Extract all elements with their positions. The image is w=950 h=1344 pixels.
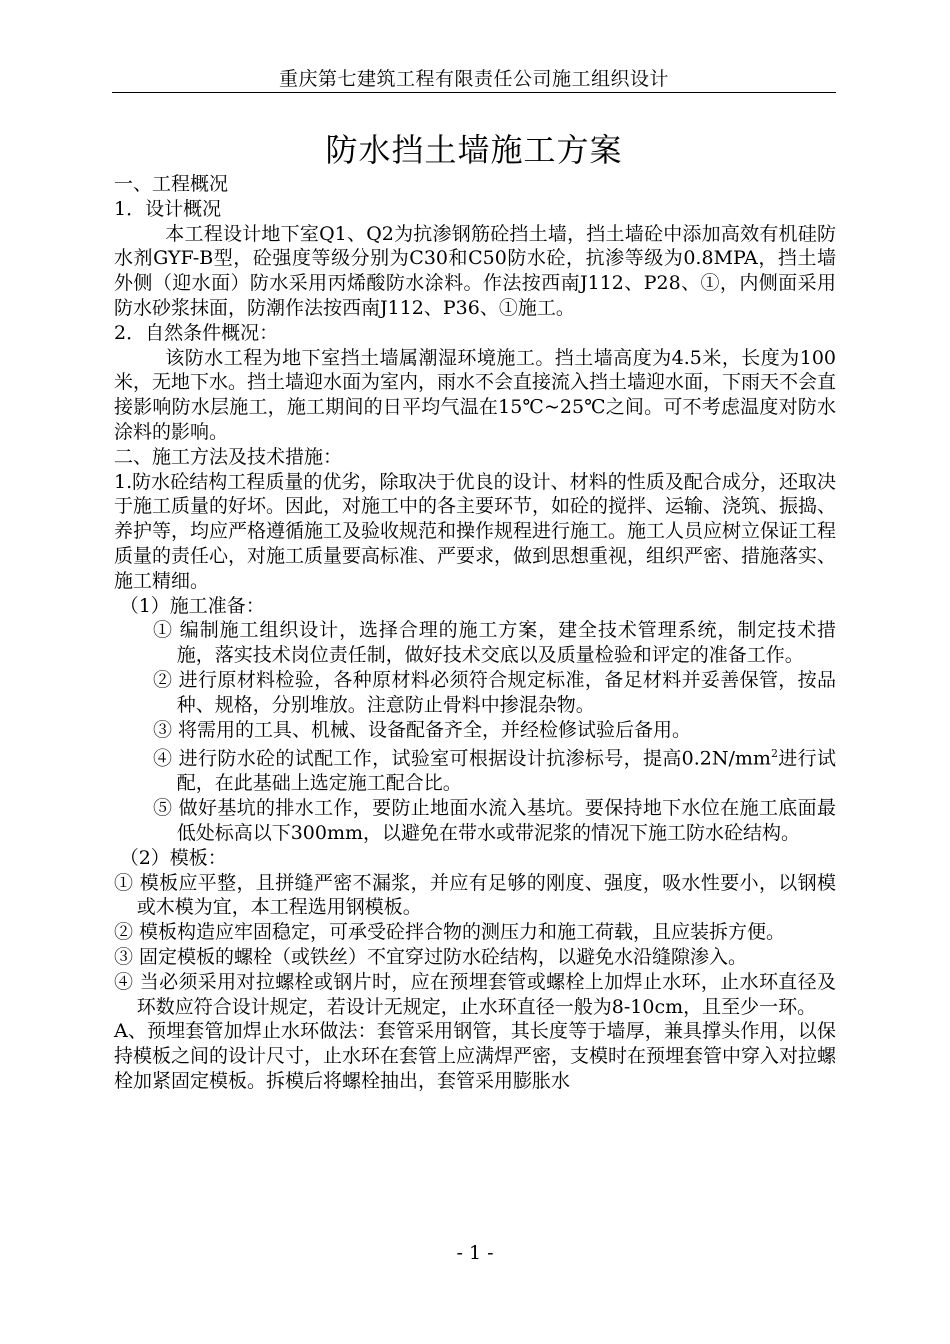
list-item-text-tail: 进行试配，在此基础上选定施工配合比。 bbox=[176, 747, 836, 795]
list-item-text: ④ 进行防水砼的试配工作，试验室可根据设计抗渗标号，提高0.2N/mm bbox=[152, 747, 771, 770]
list-item: ⑤ 做好基坑的排水工作，要防止地面水流入基坑。要保持地下水位在施工底面最低处标高以下300mm，以避免在带水或带泥浆的情况下施工防水砼结构。 bbox=[152, 797, 836, 845]
section-heading-methods: 二、施工方法及技术措施： bbox=[114, 445, 343, 468]
paragraph-sleeve-method: A、预埋套管加焊止水环做法：套管采用钢管，其长度等于墙厚，兼具撑头作用，以保持模板之间的设计尺寸，止水环在套管上应满焊严密，支模时在预埋套管中穿入对拉螺栓加紧固定模板。拆模后将螺栓抽出，套管采用膨胀水 bbox=[114, 1020, 837, 1093]
document-body bbox=[114, 172, 836, 1094]
list-item: ① 模板应平整，且拼缝严密不漏浆，并应有足够的刚度、强度，吸水性要小，以钢模或木模为宜，本工程选用钢模板。 bbox=[114, 871, 836, 919]
list-item: ① 编制施工组织设计，选择合理的施工方案，建全技术管理系统，制定技术措施，落实技术岗位责任制，做好技术交底以及质量检验和评定的准备工作。 bbox=[152, 619, 836, 667]
subsection-heading-design: 1．设计概况 bbox=[114, 197, 222, 220]
header-divider bbox=[112, 92, 836, 93]
section-heading-overview: 一、工程概况 bbox=[114, 173, 229, 195]
page-number: - 1 - bbox=[456, 1242, 494, 1264]
page-header: 重庆第七建筑工程有限责任公司施工组织设计 bbox=[278, 68, 669, 90]
list-item: ③ 固定模板的螺栓（或铁丝）不宜穿过防水砼结构，以避免水沿缝隙渗入。 bbox=[114, 946, 748, 969]
paragraph-natural-conditions: 该防水工程为地下室挡土墙属潮湿环境施工。挡土墙高度为4.5米，长度为100米，无地下水。挡土墙迎水面为室内，雨水不会直接流入挡土墙迎水面，下雨天不会直接影响防水层施工，施工期间的日平均气温在15℃~25℃之间。可不考虑温度对防水涂料的影响。 bbox=[114, 346, 837, 443]
list-item bbox=[114, 742, 836, 796]
list-item: ③ 将需用的工具、机械、设备配备齐全，并经检修试验后备用。 bbox=[152, 718, 691, 741]
superscript: 2 bbox=[770, 747, 778, 761]
document-title: 防水挡土墙施工方案 bbox=[325, 131, 623, 169]
subsection-heading-formwork: （2）模板： bbox=[119, 846, 227, 869]
subsection-heading-natural-conditions: 2．自然条件概况： bbox=[114, 321, 279, 344]
paragraph-design-overview: 本工程设计地下室Q1、Q2为抗渗钢筋砼挡土墙，挡土墙砼中添加高效有机硅防水剂GYF-B型，砼强度等级分别为C30和C50防水砼，抗渗等级为0.8MPA，挡土墙外侧（迎水面）防水采用丙烯酸防水涂料。作法按西南J112、P28、①，内侧面采用防水砂浆抹面，防潮作法按西南J112、P36、①施工。 bbox=[114, 222, 836, 319]
list-item: ② 模板构造应牢固稳定，可承受砼拌合物的测压力和施工荷载，且应装拆方便。 bbox=[114, 921, 786, 944]
paragraph-quality-intro: 1.防水砼结构工程质量的优劣，除取决于优良的设计、材料的性质及配合成分，还取决于施工质量的好坏。因此，对施工中的各主要环节，如砼的搅拌、运输、浇筑、振捣、养护等，均应严格遵循施工及验收规范和操作规程进行施工。施工人员应树立保证工程质量的责任心，对施工质量要高标准、严要求，做到思想重视，组织严密、措施落实、施工精细。 bbox=[114, 470, 837, 592]
list-item: ② 进行原材料检验，各种原材料必须符合规定标准，备足材料并妥善保管，按品种、规格，分别堆放。注意防止骨料中掺混杂物。 bbox=[152, 668, 836, 716]
subsection-heading-preparation: （1）施工准备： bbox=[119, 594, 265, 617]
list-item: ④ 当必须采用对拉螺栓或钢片时，应在预埋套管或螺栓上加焊止水环，止水环直径及环数应符合设计规定，若设计无规定，止水环直径一般为8-10cm，且至少一环。 bbox=[114, 970, 836, 1018]
